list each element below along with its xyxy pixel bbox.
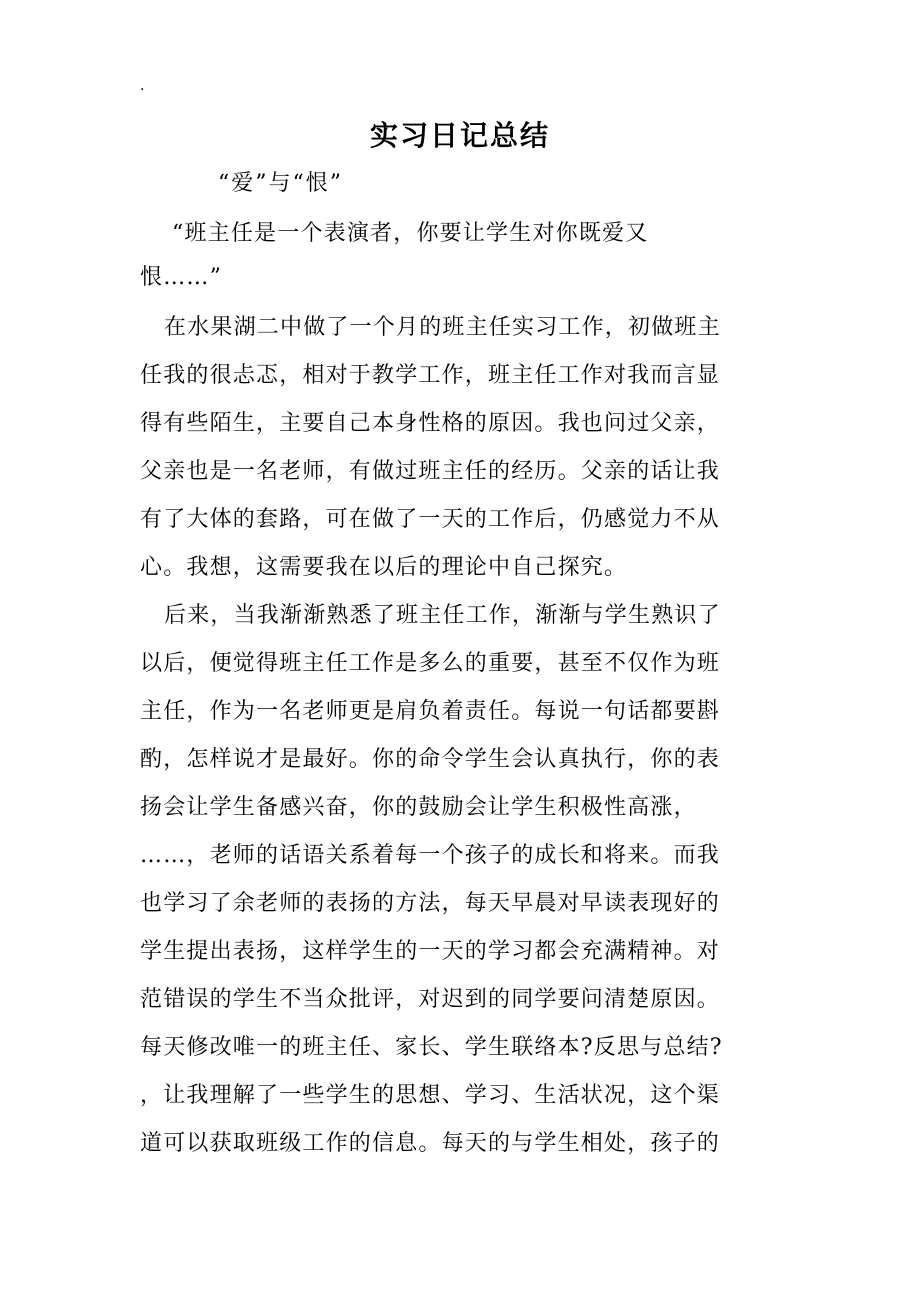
header-mark: . — [140, 78, 145, 94]
text-line: ，让我理解了一些学生的思想、学习、生活状况，这个渠 — [140, 1083, 721, 1108]
text-line: 每天修改唯一的班主任、家长、学生联络本?反思与总结? — [140, 1035, 723, 1060]
text-line: 扬会让学生备感兴奋，你的鼓励会让学生积极性高涨， — [140, 795, 697, 820]
text-line: 恨……” — [140, 265, 223, 290]
text-line: 也学习了余老师的表扬的方法，每天早晨对早读表现好的 — [140, 891, 721, 916]
text-line: ……，老师的话语关系着每一个孩子的成长和将来。而我 — [140, 843, 721, 868]
text-line: 道可以获取班级工作的信息。每天的与学生相处，孩子的 — [140, 1131, 721, 1156]
text-line: 在水果湖二中做了一个月的班主任实习工作，初做班主 — [164, 315, 721, 340]
text-line: 父亲也是一名老师，有做过班主任的经历。父亲的话让我 — [140, 459, 721, 484]
text-line: 心。我想，这需要我在以后的理论中自己探究。 — [140, 555, 628, 580]
text-line: 学生提出表扬，这样学生的一天的学习都会充满精神。对 — [140, 939, 721, 964]
text-line: “班主任是一个表演者，你要让学生对你既爱又 — [172, 221, 649, 246]
text-line: 后来，当我渐渐熟悉了班主任工作，渐渐与学生熟识了 — [164, 603, 721, 628]
text-line: 有了大体的套路，可在做了一天的工作后，仍感觉力不从 — [140, 507, 721, 532]
text-line: 范错误的学生不当众批评，对迟到的同学要问清楚原因。 — [140, 987, 721, 1012]
text-line: 酌，怎样说才是最好。你的命令学生会认真执行，你的表 — [140, 747, 721, 772]
text-line: 得有些陌生，主要自己本身性格的原因。我也问过父亲， — [140, 411, 721, 436]
text-line: 主任，作为一名老师更是肩负着责任。每说一句话都要斟 — [140, 699, 721, 724]
document-subtitle: “爱”与“恨” — [218, 171, 343, 196]
text-line: 以后，便觉得班主任工作是多么的重要，甚至不仅作为班 — [140, 651, 721, 676]
text-line: 任我的很忐忑，相对于教学工作，班主任工作对我而言显 — [140, 363, 721, 388]
document-title: 实习日记总结 — [369, 119, 550, 152]
